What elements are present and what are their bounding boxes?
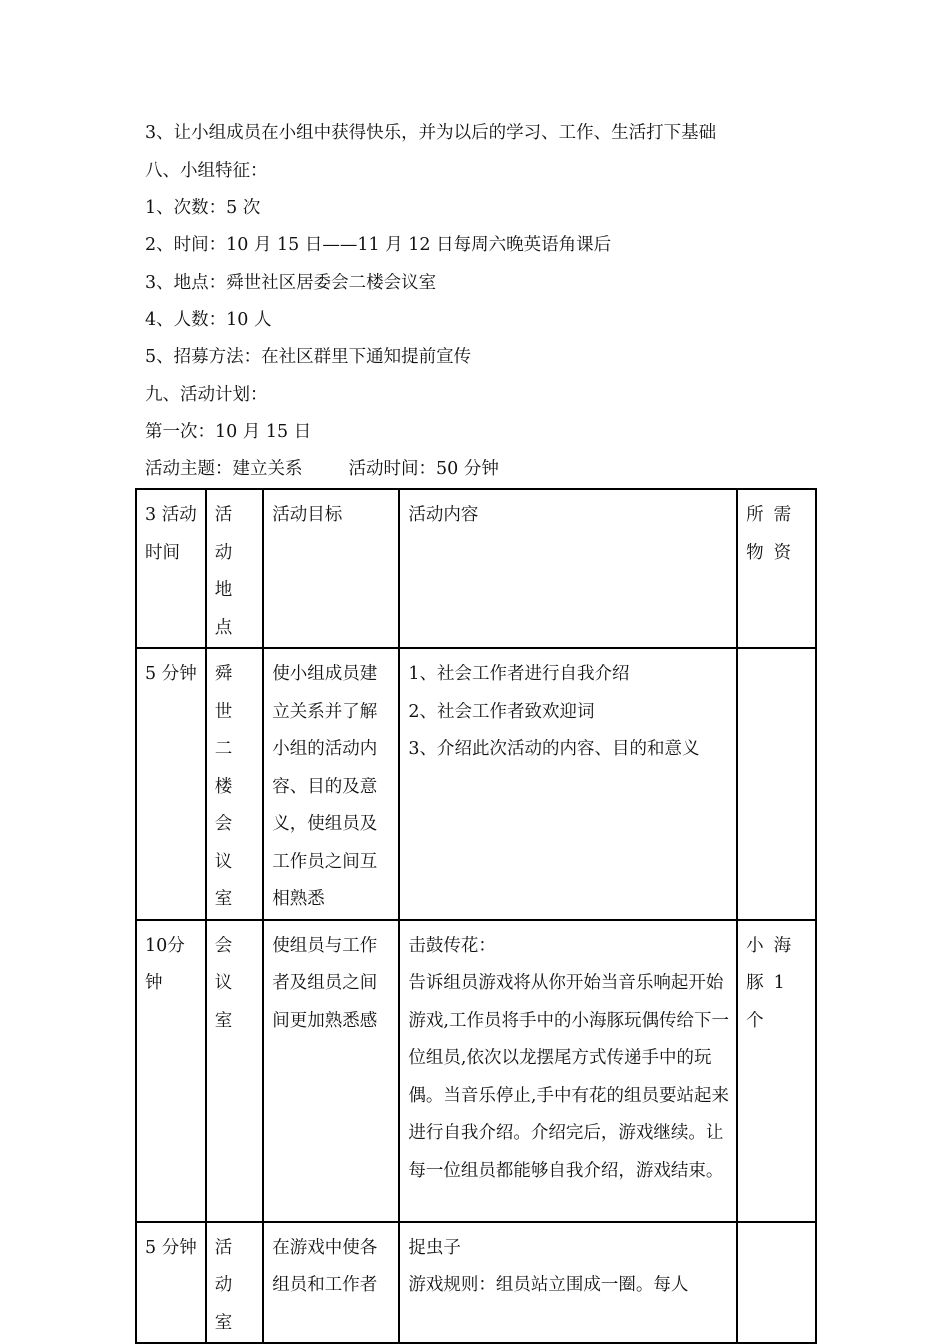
content-line: 游戏规则：组员站立围成一圈。每人 xyxy=(408,1275,689,1295)
section-heading-plan: 九、活动计划： xyxy=(145,385,268,405)
activity-duration: 活动时间：50 分钟 xyxy=(348,459,499,479)
header-goal: 活动目标 xyxy=(263,489,399,648)
content-line: 1、社会工作者进行自我介绍 xyxy=(408,664,630,684)
content-line: 捉虫子 xyxy=(408,1237,461,1258)
feature-location: 3、地点：舜世社区居委会二楼会议室 xyxy=(145,273,437,293)
cell-goal: 在游戏中使各组员和工作者 xyxy=(263,1222,399,1344)
cell-materials: 小海豚1 个 xyxy=(737,920,816,1222)
feature-time: 2、时间：10 月 15 日——11 月 12 日每周六晚英语角课后 xyxy=(145,235,612,255)
cell-time: 5 分钟 xyxy=(136,1222,206,1344)
cell-place: 舜世二楼会议室 xyxy=(206,648,263,920)
header-time: 3 活动时间 xyxy=(136,489,206,648)
table-row xyxy=(136,1222,816,1344)
table-header-row xyxy=(136,489,816,648)
feature-size: 4、人数：10 人 xyxy=(145,310,272,330)
table-row xyxy=(136,920,816,1222)
activity-topic: 活动主题：建立关系 xyxy=(145,459,303,479)
cell-materials xyxy=(737,1222,816,1344)
cell-time: 10分钟 xyxy=(136,920,206,1222)
table-row xyxy=(136,648,816,920)
content-line: 2、社会工作者致欢迎词 xyxy=(408,701,595,722)
header-place: 活动地点 xyxy=(206,489,263,648)
cell-time: 5 分钟 xyxy=(136,648,206,920)
cell-goal: 使小组成员建立关系并了解小组的活动内容、目的及意义，使组员及工作员之间互相熟悉 xyxy=(263,648,399,920)
content-line: 击鼓传花： xyxy=(408,935,496,956)
cell-place: 会议室 xyxy=(206,920,263,1222)
content-line: 3、介绍此次活动的内容、目的和意义 xyxy=(408,739,700,759)
cell-goal: 使组员与工作者及组员之间间更加熟悉感 xyxy=(263,920,399,1222)
session-heading: 第一次：10 月 15 日 xyxy=(145,422,312,442)
cell-content xyxy=(399,648,737,920)
activity-table xyxy=(135,488,817,1344)
section-heading-features: 八、小组特征： xyxy=(145,161,268,181)
header-materials: 所需物资 xyxy=(737,489,816,648)
feature-recruitment: 5、招募方法：在社区群里下通知提前宣传 xyxy=(145,347,472,367)
cell-place: 活动室 xyxy=(206,1222,263,1344)
header-content: 活动内容 xyxy=(399,489,737,648)
feature-sessions: 1、次数：5 次 xyxy=(145,198,261,218)
cell-content xyxy=(399,920,737,1222)
content-line: 告诉组员游戏将从你开始当音乐响起开始游戏,工作员将手中的小海豚玩偶传给下一位组员,依次以龙摆尾方式传递手中的玩偶。当音乐停止,手中有花的组员要站起来进行自我介绍。介绍完后，游戏继续。让每一位组员都能够自我介绍，游戏结束。 xyxy=(408,973,729,1181)
cell-content xyxy=(399,1222,737,1344)
session-theme-line xyxy=(145,457,499,481)
goal-item-3: 3、让小组成员在小组中获得快乐，并为以后的学习、工作、生活打下基础 xyxy=(145,123,717,143)
cell-materials xyxy=(737,648,816,920)
